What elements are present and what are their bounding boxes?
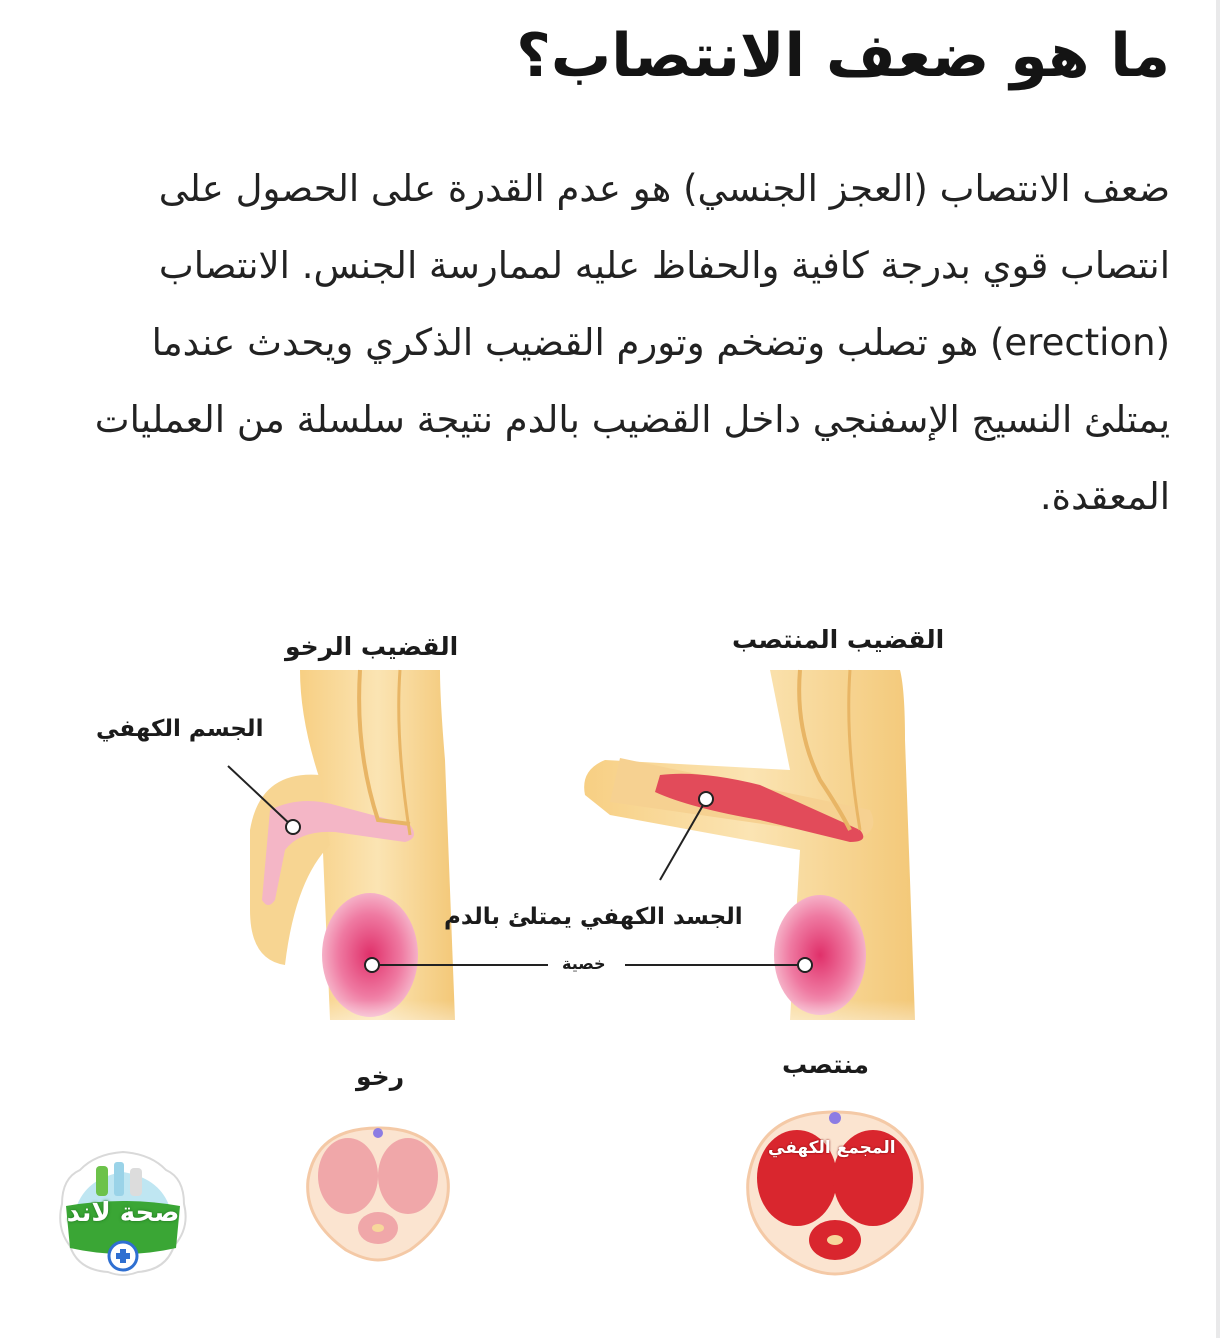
site-logo (56, 1148, 190, 1278)
flaccid-diagram (228, 670, 548, 1060)
label-cavernous-filled: الجسد الكهفي يمتلئ بالدم (444, 904, 743, 930)
flaccid-cross-section (308, 1128, 449, 1260)
label-cavernous-complex: المجمع الكهفي (768, 1138, 896, 1158)
label-flaccid: رخو (356, 1062, 405, 1091)
erect-cross-section (748, 1112, 923, 1274)
label-testicle: خصية (562, 954, 606, 973)
article-paragraph: ضعف الانتصاب (العجز الجنسي) هو عدم القدرة على الحصول على انتصاب قوي بدرجة كافية والحفاظ عليه لممارسة الجنس. الانتصاب (erection) هو تصلب وتضخم وتورم القضيب الذكري ويحدث عندما يمتلئ النسيج الإسفنجي داخل القضيب بالدم نتيجة سلسلة من العمليات المعقدة. (94, 167, 1170, 518)
label-erect: منتصب (782, 1050, 869, 1079)
page-title: ما هو ضعف الانتصاب؟ (516, 21, 1170, 91)
logo-text: صحة لاند (66, 1198, 180, 1228)
erect-diagram (584, 670, 940, 1060)
label-erect-penis: القضيب المنتصب (732, 625, 945, 654)
label-cavernous-body: الجسم الكهفي (96, 716, 264, 742)
label-flaccid-penis: القضيب الرخو (285, 632, 459, 661)
